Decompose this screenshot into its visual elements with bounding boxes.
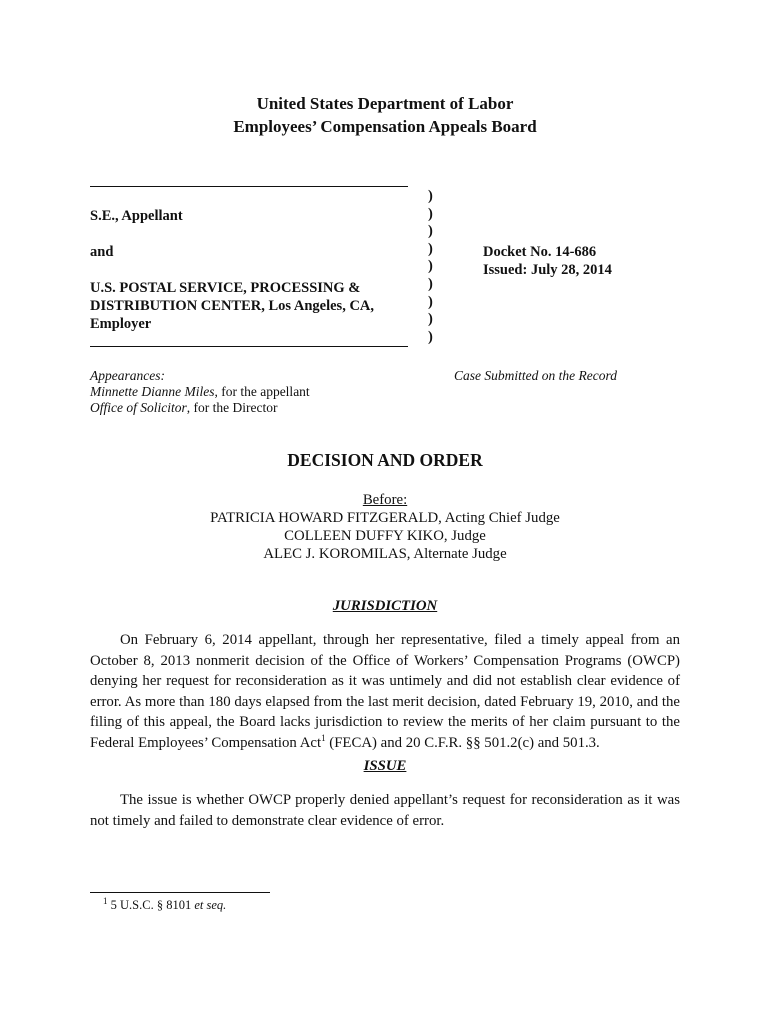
employer-line-3: Employer [90, 316, 152, 332]
appellant-representative: Minnette Dianne Miles, for the appellant [90, 384, 310, 399]
director-representative: Office of Solicitor, for the Director [90, 400, 278, 415]
footnote-rule [90, 892, 270, 893]
judge-3: ALEC J. KOROMILAS, Alternate Judge [263, 546, 507, 562]
employer-line-2: DISTRIBUTION CENTER, Los Angeles, CA, [90, 298, 375, 314]
jurisdiction-paragraph: On February 6, 2014 appellant, through her representative, filed a timely appeal from an October 8, 2013 nonmerit decision of the Office of Workers’ Compensation Programs (OWCP) denying her request for reconsideration as it was untimely and did not establish clear evidence of error. As more than 180 days elapsed from the last merit decision, dated February 19, 2010, and the filing of this appeal, the Board lacks jurisdiction to review the merits of her claim pursuant to the Federal Employees’ Compensation Act$^1$ (FECA) and 20 C.F.R. §§ 501.2(c) and 501.3. [90, 632, 680, 751]
jurisdiction-heading: JURISDICTION [332, 598, 438, 614]
agency-name: United States Department of Labor [256, 94, 514, 113]
judge-1: PATRICIA HOWARD FITZGERALD, Acting Chief Judge [210, 510, 560, 526]
board-name: Employees’ Compensation Appeals Board [233, 117, 537, 136]
footnote-1: $^1$ 5 U.S.C. § 8101 et seq. [103, 895, 227, 912]
caption-top-rule [90, 186, 408, 187]
issue-heading: ISSUE [363, 758, 407, 774]
issued-date: Issued: July 28, 2014 [483, 262, 612, 278]
footnote-ref-1[interactable]: 1 [321, 732, 326, 743]
appellant-name: S.E., Appellant [90, 208, 183, 224]
case-submitted-note: Case Submitted on the Record [454, 368, 617, 383]
issue-paragraph: The issue is whether OWCP properly denied appellant’s request for reconsideration as it was not timely and failed to demonstrate clear evidence of error. [90, 792, 680, 829]
docket-number: Docket No. 14-686 [483, 244, 597, 260]
caption-and: and [90, 244, 114, 260]
caption-parentheses: ) ) ) ) ) ) ) ) ) [428, 188, 433, 345]
appearances-label: Appearances: [90, 368, 165, 383]
decision-title: DECISION AND ORDER [287, 450, 483, 470]
caption-bottom-rule [90, 346, 408, 347]
employer-line-1: U.S. POSTAL SERVICE, PROCESSING & [90, 280, 361, 296]
judge-2: COLLEEN DUFFY KIKO, Judge [284, 528, 486, 544]
before-label: Before: [362, 492, 408, 508]
